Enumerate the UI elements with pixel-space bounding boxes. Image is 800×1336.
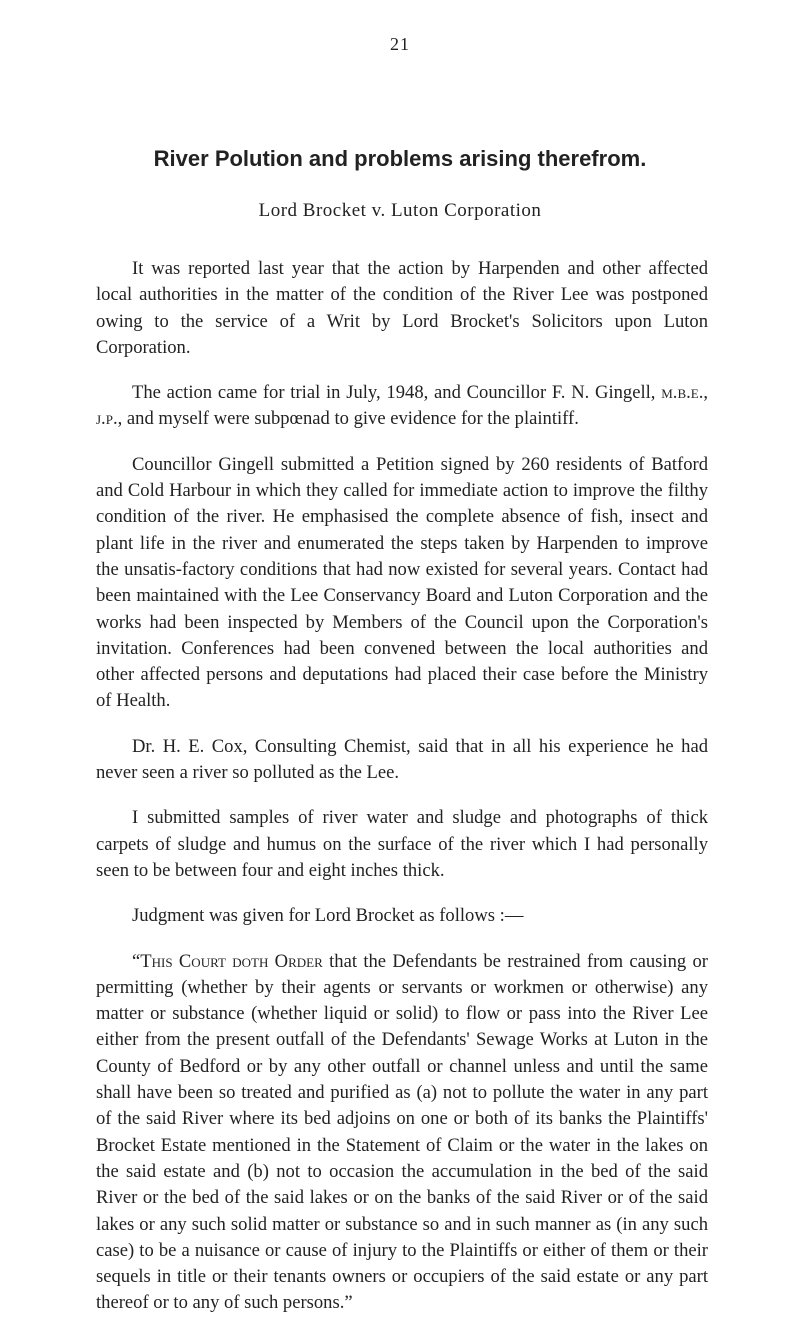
paragraph-2-text-b: and myself were subpœnad to give evidence for the plaintiff.: [126, 408, 579, 430]
paragraph-2: [96, 380, 708, 433]
paragraph-6: Judgment was given for Lord Brocket as follows :—: [132, 905, 524, 927]
paragraph-4: Dr. H. E. Cox, Consulting Chemist, said that in all his experience he had never seen a river so polluted as the Lee.: [96, 735, 708, 784]
court-order-quote: [96, 949, 708, 1317]
article-body: [96, 256, 708, 1336]
page-title: River Polution and problems arising therefrom.: [153, 146, 647, 171]
page-number: 21: [390, 34, 410, 54]
paragraph-1: It was reported last year that the action by Harpenden and other affected local authorities in the matter of the condition of the River Lee was postponed owing to the service of a Writ by Lord Brocket's Solicitors upon Luton Corporation.: [96, 258, 708, 358]
paragraph-5: I submitted samples of river water and sludge and photographs of thick carpets of sludge and humus on the surface of the river which I had personally seen to be between four and eight inches thick.: [96, 807, 708, 881]
paragraph-2-text-a: The action came for trial in July, 1948, and Councillor F. N. Gingell,: [132, 382, 656, 404]
case-subtitle: Lord Brocket v. Luton Corporation: [258, 200, 542, 221]
court-order-heading: This Court doth Order: [140, 950, 323, 972]
court-order-text: that the Defendants be restrained from causing or permitting (whether by their agents or servants or workmen or otherwise) any matter or substance (whether liquid or solid) to flow or pass into the River Lee either from the present outfall of the Defendants' Sewage Works at Luton in the County of Bedford or by any other outfall or channel unless and until the same shall have been so treated and purified as (a) not to pollute the water in any part of the said River where its bed adjoins on one or both of its banks the Plaintiffs' Brocket Estate mentioned in the Statement of Claim or the water in the lakes on the said estate and (b) not to occasion the accumulation in the bed of the said River or the bed of the said lakes or on the banks of the said River or of the said lakes or any such solid matter or substance so and in such manner as (in any such case) to be a nuisance or cause of injury to the Plaintiffs or either of them or their sequels in title or their tenants owners or occupiers of the said estate or any part thereof or to any of such persons.”: [96, 950, 708, 1314]
honours-abbreviation: m.b.e., j.p.,: [96, 382, 708, 430]
paragraph-3: Councillor Gingell submitted a Petition signed by 260 residents of Batford and Cold Harbour in which they called for immediate action to improve the filthy condition of the river. He emphasised the complete absence of fish, insect and plant life in the river and enumerated the steps taken by Harpenden to improve the unsatis-factory conditions that had now existed for several years. Contact had been maintained with the Lee Conservancy Board and Luton Corporation and the works had been inspected by Members of the Council upon the Corporation's invitation. Conferences had been convened between the local authorities and other affected persons and deputations had placed their case before the Ministry of Health.: [96, 453, 708, 712]
open-quote: “: [132, 950, 141, 972]
